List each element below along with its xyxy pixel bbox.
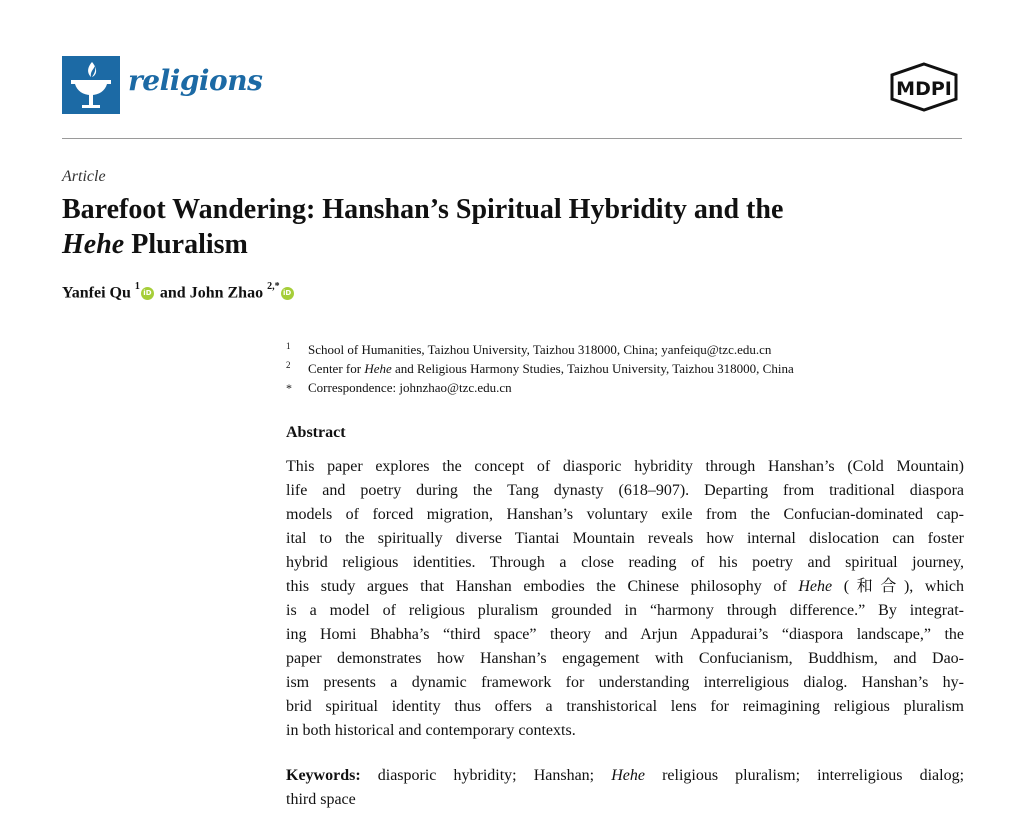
correspondence-text: Correspondence: johnzhao@tzc.edu.cn	[308, 380, 512, 395]
header-divider	[62, 138, 962, 139]
article-type: Article	[62, 168, 106, 185]
abstract-line: ing Homi Bhabha’s “third space” theory and Arjun Appadurai’s “diaspora landscape,” the	[286, 626, 964, 643]
journal-header	[62, 56, 962, 116]
abstract-line: life and poetry during the Tang dynasty (618–907). Departing from traditional diaspora	[286, 482, 964, 499]
affiliations	[286, 340, 966, 397]
abstract-line: This paper explores the concept of diasporic hybridity through Hanshan’s (Cold Mountain)	[286, 458, 964, 475]
abstract-line: paper demonstrates how Hanshan’s engagement with Confucianism, Buddhism, and Dao-	[286, 650, 964, 667]
keyword-italic-term: Hehe	[611, 767, 645, 784]
keywords-line: Keywords: diasporic hybridity; Hanshan; Hehe religious pluralism; interreligious dialog;	[286, 767, 965, 784]
affiliation-item	[286, 340, 966, 359]
author-affil-2: 2,*	[267, 281, 280, 292]
abstract-line: ital to the spiritually diverse Tiantai Mountain reveals how internal dislocation can foster	[286, 530, 964, 547]
abstract-line: this study argues that Hanshan embodies the Chinese philosophy of Hehe (和合), which	[286, 578, 964, 595]
author-name-1[interactable]: Yanfei Qu	[62, 284, 131, 302]
mdpi-logo[interactable]	[886, 62, 962, 112]
author-list	[62, 283, 296, 302]
author-affil-1: 1	[134, 281, 140, 292]
abstract-italic-term: Hehe	[798, 578, 833, 595]
affiliation-text-rest: and Religious Harmony Studies, Taizhou University, Taizhou 318000, China	[391, 361, 794, 376]
publisher-name: MDPI	[896, 78, 952, 100]
orcid-icon[interactable]: iD	[281, 287, 294, 300]
affiliation-number: 2	[286, 360, 291, 370]
author-name-2[interactable]: John Zhao	[189, 284, 264, 302]
affiliation-number: 1	[286, 341, 291, 351]
abstract-line: in both historical and contemporary contexts.	[286, 722, 576, 739]
abstract-line: is a model of religious pluralism grounded in “harmony through difference.” By integrat-	[286, 602, 964, 619]
abstract-line: brid spiritual identity thus offers a transhistorical lens for reimagining religious pluralism	[286, 698, 964, 715]
abstract-heading: Abstract	[286, 424, 346, 441]
orcid-icon[interactable]: iD	[141, 287, 154, 300]
abstract-line: models of forced migration, Hanshan’s voluntary exile from the Confucian-dominated cap-	[286, 506, 964, 523]
title-line-1: Barefoot Wandering: Hanshan’s Spiritual Hybridity and the	[62, 194, 784, 225]
page-title	[62, 192, 962, 262]
journal-name[interactable]: religions	[128, 64, 263, 97]
affiliation-item	[286, 378, 966, 397]
keywords-label: Keywords:	[286, 767, 361, 784]
keywords	[286, 764, 964, 812]
authors-joiner: and	[155, 284, 190, 302]
affiliation-text: Center for	[308, 361, 365, 376]
affiliation-text: School of Humanities, Taizhou University, Taizhou 318000, China; yanfeiqu@tzc.edu.cn	[308, 342, 772, 357]
abstract-line: hybrid religious identities. Through a close reading of his poetry and spiritual journey,	[286, 554, 964, 571]
keywords-line: third space	[286, 791, 356, 808]
title-line-2	[62, 227, 962, 262]
title-italic-term: Hehe	[62, 229, 125, 260]
abstract-body	[286, 455, 964, 743]
affiliation-item	[286, 359, 966, 378]
title-line-2-rest: Pluralism	[124, 229, 248, 260]
abstract-line: ism presents a dynamic framework for understanding interreligious dialog. Hanshan’s hy-	[286, 674, 964, 691]
correspondence-marker: *	[286, 381, 292, 395]
religions-logo-icon[interactable]	[62, 56, 120, 114]
affiliation-italic: Hehe	[364, 361, 392, 376]
